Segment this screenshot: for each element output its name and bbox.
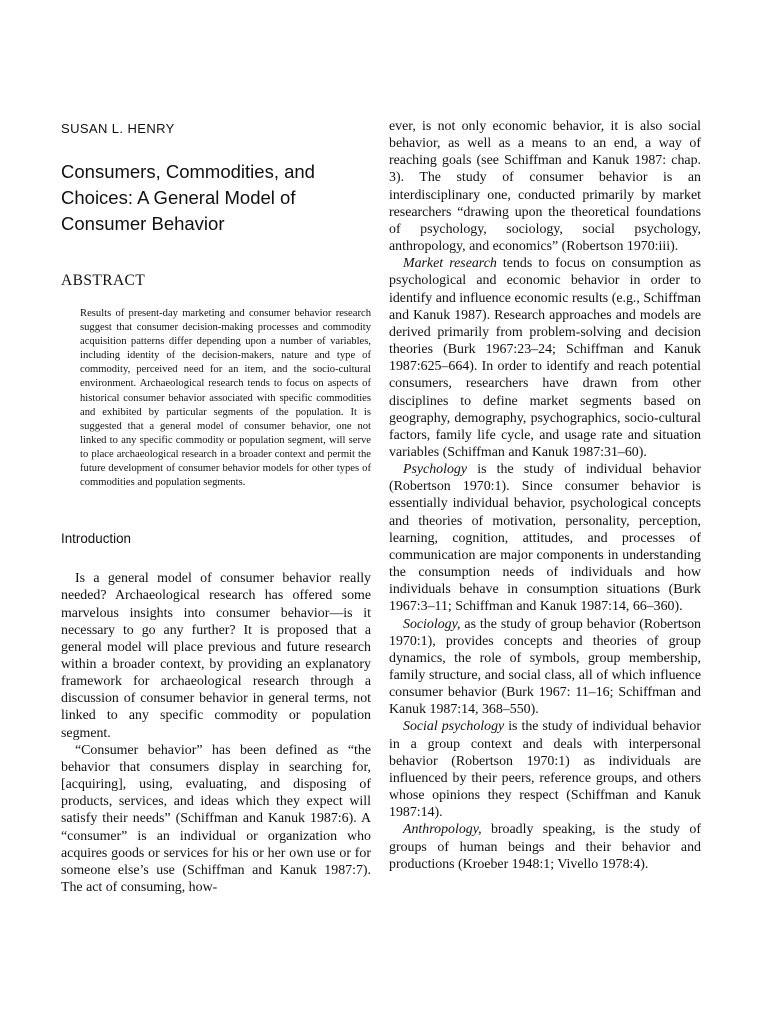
psychology-term: Psychology <box>403 462 468 478</box>
anthropology-paragraph <box>389 821 701 872</box>
abstract-heading: ABSTRACT <box>61 272 146 289</box>
sociology-text: as the study of group behavior (Robertson 1970:1), provides concepts and theories of group dynamics, the role of symbols, group membership, family structure, and social class, all of which influence consumer behavior (Burk 1967: 11–16; Schiffman and Kanuk 1987:14, 368–550). <box>389 616 701 718</box>
sociology-term: Sociology, <box>403 616 461 632</box>
introduction-paragraph-1: Is a general model of consumer behavior really needed? Archaeological research has offered some marvelous insights into consumer behavior—is it necessary to go any further? It is proposed that a general model will place previous and future research within a broader context, by providing an explanatory framework for archaeological research through a discussion of consumer behavior in general terms, not linked to any specific commodity or population segment. <box>61 571 371 741</box>
introduction-heading: Introduction <box>61 531 131 547</box>
right-column <box>389 118 701 873</box>
continued-paragraph: ever, is not only economic behavior, it is also social behavior, as well as a means to an end, a way of reaching goals (see Schiffman and Kanuk 1987: chap. 3). The study of consumer behavior is an interdisciplinary one, conducted primarily by market researchers “drawing upon the theoretical foundations of psychology, sociology, social psychology, anthropology, and economics” (Robertson 1970:iii). <box>389 119 701 255</box>
market-research-paragraph <box>389 255 701 461</box>
social-psychology-text: is the study of individual behavior in a group context and deals with interpersonal behavior (Robertson 1970:1) as individuals are influenced by their peers, reference groups, and others whose opinions they respect (Schiffman and Kanuk 1987:14). <box>389 719 701 821</box>
right-column-body <box>389 118 701 873</box>
sociology-paragraph <box>389 616 701 719</box>
psychology-paragraph <box>389 461 701 615</box>
psychology-text: is the study of individual behavior (Robertson 1970:1). Since consumer behavior is essentially individual behavior, psychological concepts and theories of motivation, personality, perception, learning, cognition, attitudes, and processes of communication are major components in understanding the consumption needs of individuals and how individuals behave in consumption situations (Burk 1967:3–11; Schiffman and Kanuk 1987:14, 66–360). <box>389 462 701 615</box>
abstract-text: Results of present-day marketing and consumer behavior research suggest that consumer decision-making processes and commodity acquisition patterns differ depending upon a number of variables, including identity of the decision-makers, nature and type of commodity, perceived need for an item, and the socio-cultural environment. Archaeological research tends to focus on aspects of historical consumer behavior associated with specific commodities and exhibited by particular segments of the population. It is suggested that a general model of consumer behavior, one not linked to any specific commodity or population segment, will serve to place archaeological research in a broader context and permit the future development of consumer behavior models for other types of commodities and population segments. <box>80 308 371 489</box>
social-psychology-term: Social psychology <box>403 719 505 735</box>
market-research-term: Market research <box>403 256 497 272</box>
anthropology-text: broadly speaking, is the study of groups of human beings and their behavior and productions (Kroeber 1948:1; Vivello 1978:4). <box>389 822 701 872</box>
introduction-paragraph-2: “Consumer behavior” has been defined as “the behavior that consumers display in searching for, [acquiring], using, evaluating, and disposing of products, services, and ideas which they expect will satisfy their needs” (Schiffman and Kanuk 1987:6). A “consumer” is an individual or organization who acquires goods or services for his or her own use or for someone else’s use (Schiffman and Kanuk 1987:7). The act of consuming, how- <box>61 742 371 896</box>
anthropology-term: Anthropology, <box>403 822 482 838</box>
author-name: SUSAN L. HENRY <box>61 121 175 136</box>
article-title: Consumers, Commodities, and Choices: A General Model of Consumer Behavior <box>61 161 315 234</box>
introduction-body <box>61 570 371 896</box>
social-psychology-paragraph <box>389 718 701 821</box>
left-column <box>61 118 371 896</box>
market-research-text: tends to focus on consumption as psychological and economic behavior in order to identify and influence economic results (e.g., Schiffman and Kanuk 1987). Research approaches and models are derived primarily from problem-solving and decision theories (Burk 1967:23–24; Schiffman and Kanuk 1987:625–664). In order to identify and reach potential consumers, researchers have drawn from other disciplines to define market segments based on geography, demography, psychographics, socio-cultural factors, family life cycle, and usage rate and situation variables (Schiffman and Kanuk 1987:31–60). <box>389 256 701 460</box>
